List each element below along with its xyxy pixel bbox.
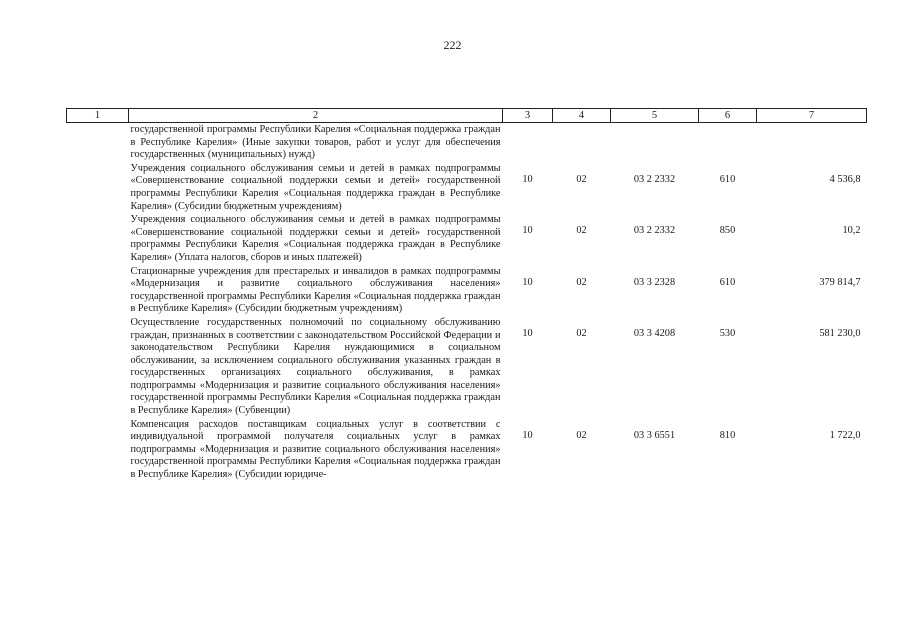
subsection-code: 02 xyxy=(576,276,587,288)
amount: 1 722,0 xyxy=(829,429,861,441)
table-row xyxy=(67,265,867,316)
amount: 10,2 xyxy=(842,225,861,237)
table-row xyxy=(67,316,867,418)
section-code: 10 xyxy=(522,276,533,288)
amount: 4 536,8 xyxy=(829,173,861,185)
row-code-cell xyxy=(67,162,129,213)
column-header: 4 xyxy=(553,109,611,123)
target-article-code: 03 3 6551 xyxy=(633,429,676,441)
expense-type-code: 850 xyxy=(719,225,736,237)
subsection-code: 02 xyxy=(576,429,587,441)
subsection-code xyxy=(553,123,611,162)
row-description: Учреждения социального обслуживания семьи и детей в рамках подпрограммы «Совершенствование социальной поддержки семьи и детей» государственной программы Республики Карелия «Социальная поддержка граждан в Республике Карелия» (Субсидии бюджетным учреждениям) xyxy=(130,162,501,212)
row-code-cell xyxy=(67,123,129,162)
amount: 379 814,7 xyxy=(819,276,861,288)
column-header: 2 xyxy=(129,109,503,123)
amount: 581 230,0 xyxy=(819,327,861,339)
column-header: 3 xyxy=(503,109,553,123)
table-row xyxy=(67,123,867,162)
column-header: 5 xyxy=(611,109,699,123)
table-row xyxy=(67,418,867,482)
target-article-code: 03 3 2328 xyxy=(633,276,676,288)
budget-table xyxy=(66,108,867,482)
section-code xyxy=(503,123,553,162)
expense-type-code xyxy=(699,123,757,162)
row-code-cell xyxy=(67,265,129,316)
row-description: Осуществление государственных полномочий по социальному обслуживанию граждан, признанных в соответствии с законодательством Российской Федерации и законодательством Республики Карелия нуждающимися в социальном обслуживании, за исключением социального обслуживания указанных граждан в государственных организациях социального обслуживания, в рамках подпрограммы «Модернизация и развитие социального обслуживания населения» государственной программы Республики Карелия «Социальная поддержка граждан в Республике Карелия» (Субвенции) xyxy=(130,316,501,417)
row-description: Компенсация расходов поставщикам социальных услуг в соответствии с индивидуальной программой получателя социальных услуг в рамках подпрограммы «Модернизация и развитие социального обслуживания населения» государственной программы Республики Карелия «Социальная поддержка граждан в Республике Карелия» (Субсидии юридиче- xyxy=(130,418,501,481)
target-article-code xyxy=(611,123,699,162)
amount xyxy=(757,123,867,162)
subsection-code: 02 xyxy=(576,327,587,339)
table-row xyxy=(67,213,867,264)
section-code: 10 xyxy=(522,173,533,185)
target-article-code: 03 2 2332 xyxy=(633,173,676,185)
row-code-cell xyxy=(67,316,129,418)
header-row xyxy=(67,109,867,123)
section-code: 10 xyxy=(522,429,533,441)
subsection-code: 02 xyxy=(576,173,587,185)
row-description: Стационарные учреждения для престарелых и инвалидов в рамках подпрограммы «Модернизация и развитие социального обслуживания населения» государственной программы Республики Карелия «Социальная поддержка граждан в Республике Карелия» (Субсидии бюджетным учреждениям) xyxy=(130,265,501,315)
expense-type-code: 530 xyxy=(719,327,736,339)
column-header: 1 xyxy=(67,109,129,123)
section-code: 10 xyxy=(522,327,533,339)
target-article-code: 03 2 2332 xyxy=(633,225,676,237)
expense-type-code: 610 xyxy=(719,173,736,185)
expense-type-code: 810 xyxy=(719,429,736,441)
table-row xyxy=(67,162,867,213)
subsection-code: 02 xyxy=(576,225,587,237)
column-header: 7 xyxy=(757,109,867,123)
row-code-cell xyxy=(67,213,129,264)
row-description: Учреждения социального обслуживания семьи и детей в рамках подпрограммы «Совершенствование социальной поддержки семьи и детей» государственной программы Республики Карелия «Социальная поддержка граждан в Республике Карелия» (Уплата налогов, сборов и иных платежей) xyxy=(130,214,501,263)
expense-type-code: 610 xyxy=(719,276,736,288)
page-number: 222 xyxy=(443,38,462,52)
row-description: государственной программы Республики Карелия «Социальная поддержка граждан в Республике Карелия» (Иные закупки товаров, работ и услуг для обеспечения государственных (муниципальных) нужд) xyxy=(130,124,501,161)
section-code: 10 xyxy=(522,225,533,237)
row-code-cell xyxy=(67,418,129,482)
column-header: 6 xyxy=(699,109,757,123)
target-article-code: 03 3 4208 xyxy=(633,327,676,339)
table-header xyxy=(67,109,867,123)
